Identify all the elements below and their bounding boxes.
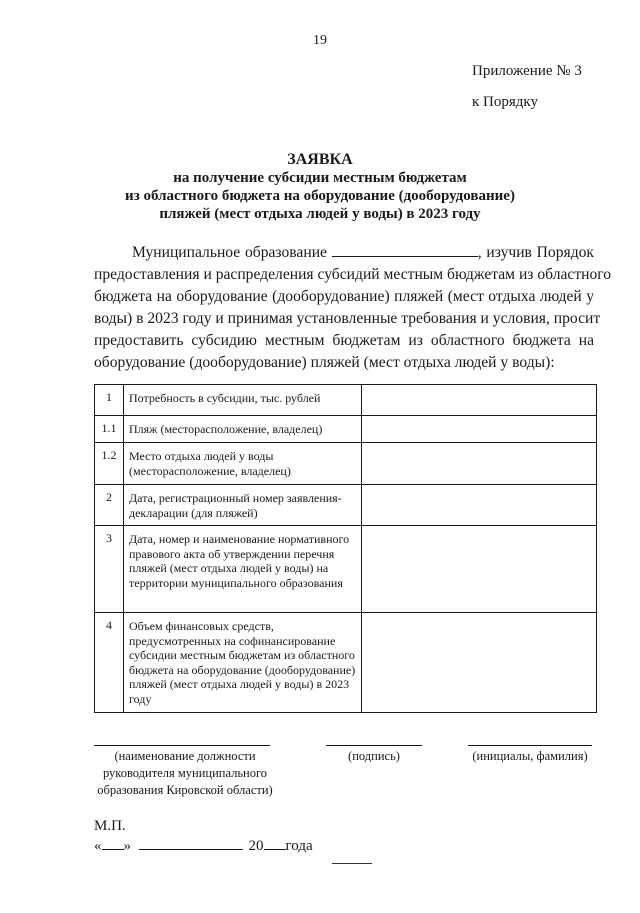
- row-label: Потребность в субсидии, тыс. рублей: [124, 385, 362, 416]
- page-number: 19: [313, 33, 327, 48]
- date-open-quote: «: [94, 838, 102, 854]
- name-caption: (инициалы, фамилия): [472, 749, 588, 763]
- title-line-3: пляжей (мест отдыха людей у воды) в 2023 году: [159, 206, 481, 222]
- stamp-place-label: М.П.: [94, 818, 126, 834]
- row-label: Дата, номер и наименование нормативного правового акта об утверждении перечня пляжей (мест отдыха людей у воды) на территории муниципального образования: [124, 526, 362, 613]
- title-line-2: из областного бюджета на оборудование (дооборудование): [125, 188, 515, 204]
- annex-reference: к Порядку: [472, 94, 538, 110]
- paragraph-line-6: оборудование (дооборудование) пляжей (мест отдыха людей у воды):: [94, 354, 555, 371]
- paragraph-line-1: [132, 243, 594, 263]
- position-caption: (наименование должности руководителя муниципального образования Кировской области): [97, 749, 273, 797]
- date-year-field[interactable]: [264, 836, 286, 850]
- table-row: [95, 385, 597, 416]
- paragraph-line-2: предоставления и распределения субсидий местным бюджетам из областного: [94, 266, 612, 283]
- table-row: [95, 443, 597, 485]
- document-title: ЗАЯВКА: [287, 151, 353, 168]
- end-mark-divider: [332, 863, 372, 864]
- paragraph-line-1-start: Муниципальное образование: [132, 244, 327, 261]
- row-number: 1: [95, 385, 124, 416]
- paragraph-line-4: воды) в 2023 году и принимая установленные требования и условия, просит: [94, 310, 601, 327]
- row-label: Объем финансовых средств, предусмотренных на софинансирование субсидии местным бюджетам из областного бюджета на оборудование (дооборудование) пляжей (мест отдыха людей у воды) в 2023 году: [124, 613, 362, 713]
- date-close-quote: »: [123, 838, 131, 854]
- table-row: [95, 416, 597, 443]
- title-line-1: на получение субсидии местным бюджетам: [173, 170, 467, 186]
- row-number: 4: [95, 613, 124, 713]
- row-label: Пляж (месторасположение, владелец): [124, 416, 362, 443]
- table-row: [95, 485, 597, 526]
- signature-line[interactable]: [326, 745, 422, 746]
- annex-label: Приложение № 3: [472, 63, 582, 79]
- row-value-cell[interactable]: [362, 485, 597, 526]
- row-number: 2: [95, 485, 124, 526]
- date-day-field[interactable]: [102, 836, 124, 850]
- position-signature-line[interactable]: [94, 745, 270, 746]
- row-label: Место отдыха людей у воды (месторасположение, владелец): [124, 443, 362, 485]
- paragraph-line-3: бюджета на оборудование (дооборудование) пляжей (мест отдыха людей у: [94, 288, 594, 305]
- paragraph-line-1-end: , изучив Порядок: [477, 244, 594, 261]
- row-value-cell[interactable]: [362, 443, 597, 485]
- date-line: [94, 836, 313, 855]
- row-value-cell[interactable]: [362, 613, 597, 713]
- row-value-cell[interactable]: [362, 526, 597, 613]
- row-label: Дата, регистрационный номер заявления-декларации (для пляжей): [124, 485, 362, 526]
- row-number: 1.2: [95, 443, 124, 485]
- row-value-cell[interactable]: [362, 416, 597, 443]
- paragraph-line-5: предоставить субсидию местным бюджетам из областного бюджета на: [94, 332, 594, 349]
- signature-caption: (подпись): [348, 749, 400, 763]
- municipality-blank-field[interactable]: [332, 244, 478, 257]
- application-table: [94, 384, 597, 713]
- name-signature-line[interactable]: [468, 745, 592, 746]
- date-suffix: года: [285, 838, 313, 854]
- row-value-cell[interactable]: [362, 385, 597, 416]
- date-year-prefix: 20: [248, 838, 264, 854]
- row-number: 3: [95, 526, 124, 613]
- table-row: [95, 526, 597, 613]
- date-month-field[interactable]: [139, 836, 243, 850]
- table-row: [95, 613, 597, 713]
- row-number: 1.1: [95, 416, 124, 443]
